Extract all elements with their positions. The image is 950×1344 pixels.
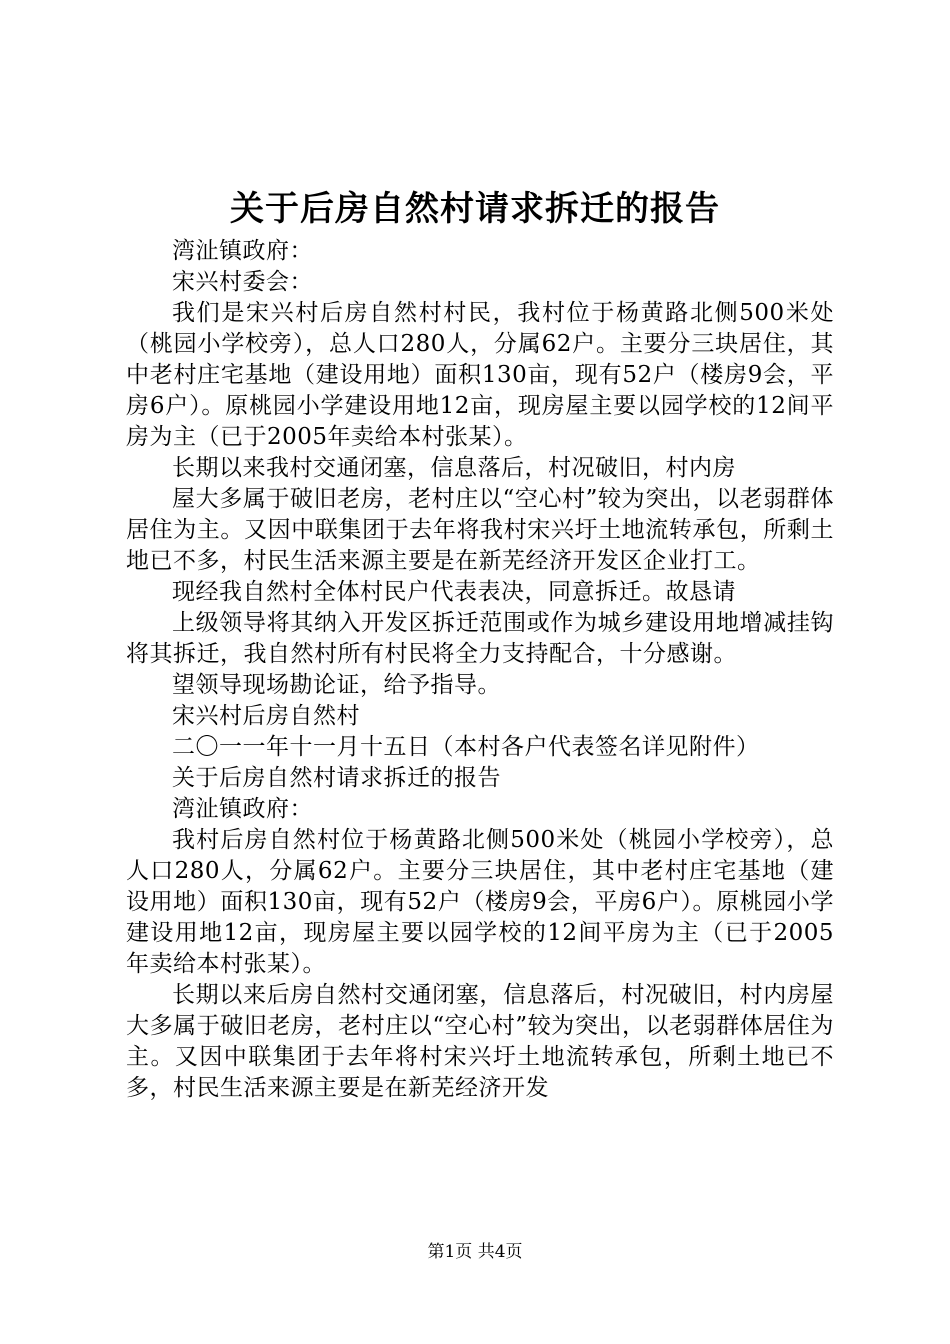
second-report-title: 关于后房自然村请求拆迁的报告 xyxy=(172,765,501,791)
paragraph-situation-start: 长期以来我村交通闭塞，信息落后，村况破旧，村内房 xyxy=(172,455,736,481)
signature-date: 二〇一一年十一月十五日（本村各户代表签名详见附件） xyxy=(172,734,760,760)
paragraph-request: 上级领导将其纳入开发区拆迁范围或作为城乡建设用地增减挂钩将其拆迁，我自然村所有村民将全力支持配合，十分感谢。 xyxy=(126,610,834,667)
signature-village: 宋兴村后房自然村 xyxy=(172,703,360,729)
document-title: 关于后房自然村请求拆迁的报告 xyxy=(230,189,720,229)
second-salutation: 湾沚镇政府： xyxy=(172,796,313,822)
salutation-1: 湾沚镇政府： xyxy=(172,238,313,264)
paragraph-intro: 我们是宋兴村后房自然村村民，我村位于杨黄路北侧500米处（桃园小学校旁），总人口280人，分属62户。主要分三块居住，其中老村庄宅基地（建设用地）面积130亩，现有52户（楼房9会，平房6户）。原桃园小学建设用地12亩，现房屋主要以园学校的12间平房为主（已于2005年卖给本村张某）。 xyxy=(126,300,834,450)
paragraph-guidance: 望领导现场勘论证，给予指导。 xyxy=(172,672,501,698)
second-paragraph-intro: 我村后房自然村位于杨黄路北侧500米处（桃园小学校旁），总人口280人，分属62户。主要分三块居住，其中老村庄宅基地（建设用地）面积130亩，现有52户（楼房9会，平房6户）。原桃园小学建设用地12亩，现房屋主要以园学校的12间平房为主（已于2005年卖给本村张某）。 xyxy=(126,827,834,977)
document-body xyxy=(126,236,834,1104)
second-paragraph-situation: 长期以来后房自然村交通闭塞，信息落后，村况破旧，村内房屋大多属于破旧老房，老村庄以“空心村”较为突出，以老弱群体居住为主。又因中联集团于去年将村宋兴圩土地流转承包，所剩土地已不多，村民生活来源主要是在新芜经济开发 xyxy=(126,982,834,1101)
salutation-2: 宋兴村委会： xyxy=(172,269,313,295)
paragraph-vote: 现经我自然村全体村民户代表表决，同意拆迁。故恳请 xyxy=(172,579,736,605)
paragraph-situation-cont: 屋大多属于破旧老房，老村庄以“空心村”较为突出，以老弱群体居住为主。又因中联集团于去年将我村宋兴圩土地流转承包，所剩土地已不多，村民生活来源主要是在新芜经济开发区企业打工。 xyxy=(126,486,834,574)
page-number-footer: 第1页 共4页 xyxy=(427,1242,523,1262)
